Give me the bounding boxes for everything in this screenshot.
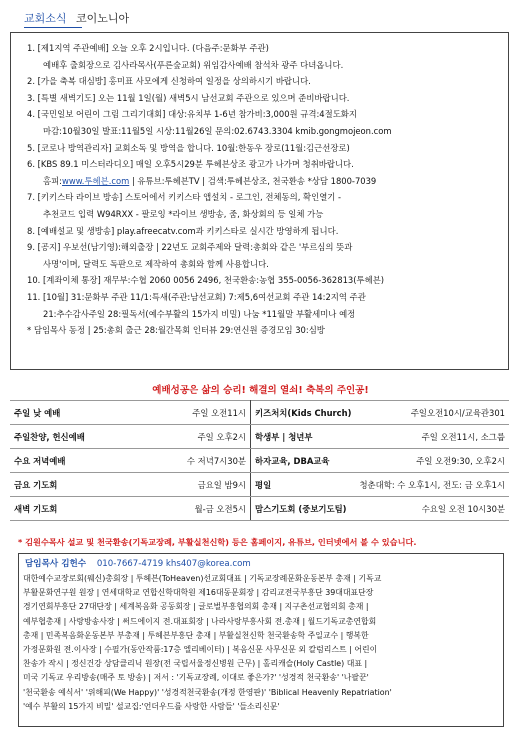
bio-line: 찬송가 작시 | 정신건강 상담클리닉 원장(전 국립서울정신병원 근무) | 홀리캐슬(Holy Castle) 대표 | <box>23 659 368 669</box>
bio-line: 대한예수교장로회(웨신)총회장 | 투헤븐(ToHeaven)선교회대표 | 기독교장례문화운동본부 총재 | 기독교 <box>23 574 382 583</box>
news-item-6: 6. [KBS 89.1 미스터라디오] 매일 오후5시29분 투헤븐상조 광고가 나가며 청취바랍니다. <box>27 159 354 170</box>
section-label: 교회소식 <box>24 12 67 25</box>
section-title: 코이노니아 <box>76 12 130 25</box>
news-item-4-cont: 마감:10월30일 발표:11월5일 시상:11월26일 문의:02.6743.3304 kmib.gongmojeon.com <box>43 125 392 136</box>
bio-line: 가정문화원 전.이사장 | 수필가(동안작품:17층 엘리베이터) | 복음신문 사무신문 외 칼럼리스트 | 어린이 <box>23 645 378 655</box>
bio-line: 미국 기독교 우리방송(매주 토 방송) | 저서 : '기독교장례, 이대로 좋은가?' '성경적 천국환송' '나팔꾼' <box>23 673 369 683</box>
news-item-11-cont: 21:추수감사주일 28:필독서(예수부활의 15가지 비밀) 나눔 *11월말 부활세미나 예정 <box>43 308 356 319</box>
service-time: 주일 오전11시 <box>90 401 251 425</box>
news-item-8: 8. [예배설교 및 생방송] play.afreecatv.com과 키키스타로 실시간 방영하게 됩니다. <box>27 225 339 236</box>
bio-line: 총재 | 민족복음화운동본부 부총재 | 투헤븐부흥단 총재 | 부활실천신학 천국환송학 주일교수 | 행복한 <box>23 630 369 640</box>
service-time: 수 저녁7시30분 <box>90 449 251 473</box>
service-time: 주일 오전9:30, 오후2시 <box>355 449 509 473</box>
service-name: 맘스기도회 (중보기도팀) <box>251 497 356 521</box>
news-item-7-cont: 추천코드 입력 W94RXX - 팔로잉 *라이브 생방송, 줌, 화상회의 등 일체 가능 <box>43 208 324 219</box>
service-name: 키즈처치(Kids Church) <box>251 401 356 425</box>
news-item-2: 2. [가을 축복 대심방] 홍미표 사모에게 신청하여 일정을 상의하시기 바랍니다. <box>27 76 311 87</box>
news-item-3: 3. [특별 새벽기도] 오는 11월 1일(월) 새벽5시 남선교회 주관으로 있으며 준비바랍니다. <box>27 92 350 103</box>
service-name: 금요 기도회 <box>10 473 90 497</box>
service-time: 주일 오후2시 <box>90 425 251 449</box>
news-list <box>27 40 505 339</box>
service-name: 평일 <box>251 473 356 497</box>
news-item-10: 10. [계좌이체 통장] 재무부:수협 2060 0056 2496, 천국환송:농협 355-0056-362813(투헤븐) <box>27 275 385 286</box>
news-box <box>10 32 509 370</box>
table-row <box>10 401 509 425</box>
service-time: 주일오전10시/교육관301 <box>355 401 509 425</box>
service-name: 학생부 | 청년부 <box>251 425 356 449</box>
bio-line: 예부협총재 | 사랑방송사장 | 써드에이지 전.대표회장 | 나라사랑부흥사회 전.총재 | 월드기독교총연합회 <box>23 616 377 626</box>
bio-line: 부활문화연구원 원장 | 연세대학교 연합신학대학원 제16대동문회장 | 감리교전국부흥단 39대대표단장 <box>23 588 374 598</box>
media-notice: * 김원수목사 설교 및 천국환송(기독교장례, 부활실천신학) 등은 홈페이지, 유튜브, 인터넷에서 볼 수 있습니다. <box>18 537 417 547</box>
news-item-9-cont: 사명'이며, 달력도 독판으로 제작하여 총회와 함께 사용합니다. <box>43 258 269 269</box>
service-name: 수요 저녁예배 <box>10 449 90 473</box>
service-name: 새벽 기도회 <box>10 497 90 521</box>
table-row <box>10 497 509 521</box>
pastor-activity: * 담임목사 동정 | 25:총회 출근 28:월간목회 인터뷰 29:연신원 증경모임 30:심방 <box>27 325 325 336</box>
news-item-4: 4. [국민일보 어린이 그림 그리기대회] 대상:유치부 1-6년 참가비:3,000원 규격:4절도화지 <box>27 109 357 120</box>
homepage-line <box>27 173 505 190</box>
service-time: 수요일 오전 10시30분 <box>355 497 509 521</box>
homepage-rest: | 유튜브:투헤븐TV | 검색:투헤븐상조, 천국환송 *상담 1800-7039 <box>129 175 377 186</box>
pastor-profile-box <box>18 553 504 727</box>
service-time: 주일 오전11시, 소그룹 <box>355 425 509 449</box>
bio-line: '천국환송 예식서' '위해피(We Happy)' '성경적천국환송(개정 한영판)' 'Biblical Heavenly Repatriation' <box>23 687 392 697</box>
table-row <box>10 473 509 497</box>
table-row <box>10 449 509 473</box>
service-time: 청춘대학: 수 오후1시, 전도: 금 오후1시 <box>355 473 509 497</box>
service-name: 하자교육, DBA교육 <box>251 449 356 473</box>
news-item-1: 1. [제1지역 주관예배] 오늘 오후 2시입니다. (다음주:문화부 주관) <box>27 43 269 53</box>
service-time: 금요일 밤9시 <box>90 473 251 497</box>
news-item-9: 9. [공지] 우보선(남기영):해외출장 | 22년도 교회주제와 달력:총회와 같은 '부르심의 뜻과 <box>27 242 353 253</box>
bio-line: '예수 부활의 15가지 비밀' 설교집:'언더우드를 사랑한 사람들' '들소리신문' <box>23 701 280 711</box>
homepage-link[interactable]: www.투헤븐.com <box>62 175 130 186</box>
pastor-name: 담임목사 김헌수 <box>25 559 87 569</box>
worship-schedule-table <box>10 400 509 521</box>
slogan: 예배성공은 삶의 승리! 해결의 열쇠! 축복의 주인공! <box>152 385 369 396</box>
pastor-header <box>25 557 251 569</box>
section-header <box>24 10 129 26</box>
service-name: 주일찬양, 헌신예배 <box>10 425 90 449</box>
service-name: 주일 낮 예배 <box>10 401 90 425</box>
news-item-11: 11. [10월] 31:문화부 주관 11/1:특새(주관:남선교회) 7:제5,6여선교회 주관 14:2지역 주관 <box>27 291 366 302</box>
news-item-7: 7. [키키스타 라이브 방송] 스토어에서 키키스타 앱설치 - 로그인, 전체동의, 확인열기 - <box>27 192 342 203</box>
news-item-1-cont: 예배후 출회장으로 김사라목사(푸른숲교회) 위임감사예배 참석차 광주 다녀옵니다. <box>43 59 344 70</box>
news-item-5: 5. [코로나 방역관리자] 교회소독 및 방역을 합니다. 10월:한동우 장로(11월:김근선장로) <box>27 142 350 153</box>
pastor-contact[interactable]: 010-7667-4719 khs407@korea.com <box>96 559 251 569</box>
bio-line: 경기연회부흥단 27대단장 | 세계복음화 공동회장 | 글로벌부흥협의회 총재 | 지구촌선교협의회 총재 | <box>23 602 369 612</box>
pastor-bio <box>23 572 501 714</box>
service-time: 월-금 오전5시 <box>90 497 251 521</box>
table-row <box>10 425 509 449</box>
header-underline <box>24 27 82 28</box>
homepage-prefix: 홈피: <box>43 175 63 186</box>
